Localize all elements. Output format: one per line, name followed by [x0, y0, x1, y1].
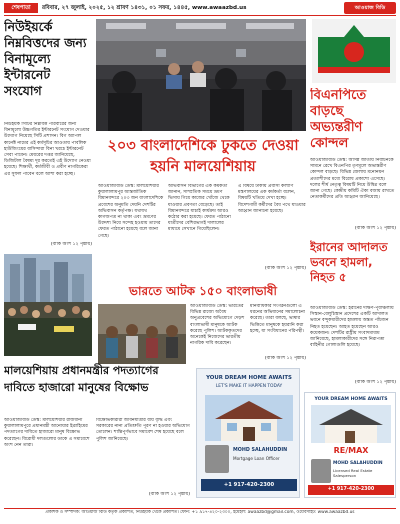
india-story-headline: ভারতে আটক ১৫০ বাংলাভাষী [129, 284, 277, 298]
footer-imprint: প্রকাশক ও সম্পাদক: আওয়াজ বিডি কর্তৃক প্রকাশিত, নিউইয়র্ক থেকে প্রকাশিত। ফোন: +১ ৯১৭-৪২০-২৩০০, ইমেইল: awaazbd@gmail.com, ওয়েবসাইট: www.awaazbd.us [45, 510, 355, 515]
mortgage-ad[interactable] [196, 368, 300, 498]
bnp-story-body: আওয়াজবিডি ডেস্ক: আসন্ন জাতীয় নির্বাচনকে সামনে রেখে বিএনপির তৃণমূলে অভ্যন্তরীণ কোন্দল বাড়ছে। বিভিন্ন জেলায় মনোনয়ন প্রত্যাশীদের মধ্যে বিরোধ প্রকাশ্যে এসেছে। দলের শীর্ষ নেতৃত্ব বিষয়টি নিয়ে উদ্বিগ্ন বলে জানা গেছে। কেন্দ্রীয় কমিটি ঐক্য বজায় রাখতে নেতাকর্মীদের প্রতি আহ্বান জানিয়েছে। [310, 158, 395, 201]
mortgage-agent-name: MOHD SALAHUDDIN [233, 448, 288, 453]
brand-logo: আওয়াজ বিডি [344, 2, 396, 14]
footer-rule [4, 508, 396, 509]
airport-photo-illustration [96, 19, 306, 131]
airport-immigration-photo [96, 19, 306, 131]
dateline: রবিবার, ২৭ জুলাই, ২০২৫, ১২ শ্রাবণ ১৪৩১, ০১ সফর, ১৪৪৫, www.awaazbd.us [42, 5, 247, 11]
section-tag: শেষপাতা [4, 3, 38, 13]
bnp-story-headline: বিএনপিতে বাড়ছে অভ্যন্তরীণ কোন্দল [310, 88, 367, 151]
remax-ad-title: YOUR DREAM HOME AWAITS [314, 397, 388, 402]
remax-ad[interactable] [304, 392, 396, 498]
lead-body-col-3: এ বিষয়ে ঢাকায় প্রবাসী কল্যাণ মন্ত্রণালয়ের এক কর্মকর্তা বলেন, বিষয়টি খতিয়ে দেখা হচ্ছে। বিদেশগামী কর্মীদের বৈধ পথে যাওয়ার আহ্বান জানানো হয়েছে। [238, 184, 306, 214]
iran-story-body: আওয়াজবিডি ডেস্ক: ইরানের দক্ষিণ-পূর্বাঞ্চলীয় সিস্তান-বেলুচিস্তান প্রদেশের একটি আদালত ভবনে বন্দুকধারীদের হামলায় অন্তত পাঁচজন নিহত হয়েছেন। আহত হয়েছেন আরও কয়েকজন। দেশটির রাষ্ট্রীয় সংবাদমাধ্যম জানিয়েছে, হামলাকারীদের সঙ্গে নিরাপত্তা বাহিনীর গোলাগুলি হয়েছে। [310, 306, 394, 349]
mortgage-agent-role: Mortgage Loan Officer [233, 456, 280, 461]
india-detainees-photo [98, 304, 186, 364]
ny-story-jump: (বাকি অংশ ১২ পৃষ্ঠায়) [50, 242, 92, 247]
india-story-body-2: মানবাধিকার সংগঠনগুলো এ ধরনের অভিযানের সমালোচনা করেছে। তারা বলছে, ভাষার ভিত্তিতে মানুষকে হয়রানি করা হচ্ছে, যা সংবিধানের পরিপন্থী। [250, 304, 306, 334]
lead-body-col-1: আওয়াজবিডি ডেস্ক: মালয়েশিয়ার কুয়ালালামপুর আন্তর্জাতিক বিমানবন্দরে ২০৩ জন বাংলাদেশিকে প্রবেশের অনুমতি দেয়নি দেশটির অভিবাসন কর্তৃপক্ষ। যথাযথ কাগজপত্র না থাকা এবং ভ্রমণের উদ্দেশ্য নিয়ে সন্দেহ হওয়ায় তাদের ফেরত পাঠানো হয়েছে বলে জানা গেছে। [98, 184, 164, 239]
malaysia-pm-headline: মালয়েশিয়ায় প্রধানমন্ত্রীর পদত্যাগের দাবিতে হাজারো মানুষের বিক্ষোভ [4, 364, 159, 394]
remax-phone[interactable]: +1 917-420-2300 [308, 485, 394, 495]
malaysia-pm-body-1: আওয়াজবিডি ডেস্ক: মালয়েশিয়ার রাজধানী কুয়ালালামপুরে প্রধানমন্ত্রী আনোয়ার ইব্রাহিমের পদত্যাগের দাবিতে হাজারো মানুষ বিক্ষোভ করেছেন। বিরোধী দলগুলোর ডাকে এ সমাবেশে অংশ নেন তারা। [4, 418, 90, 448]
masthead [0, 0, 400, 16]
mortgage-ad-subtitle: LET'S MAKE IT HAPPEN TODAY [215, 384, 283, 389]
mortgage-agent-photo [205, 445, 229, 473]
mortgage-phone[interactable]: +1 917-420-2300 [201, 479, 297, 491]
lead-body-col-2: অভিবাসন বিভাগের এক কর্মকর্তা জানান, সাম্প্রতিক সময়ে ভ্রমণ ভিসায় গিয়ে কাজের খোঁজে থেকে যাওয়ার প্রবণতা বেড়েছে। তাই বিমানবন্দরে যাচাই কার্যক্রম আরও কঠোর করা হয়েছে। ফেরত পাঠানো যাত্রীদের বেশিরভাগই দালালের মাধ্যমে সেখানে গিয়েছিলেন। [168, 184, 231, 233]
ny-story-headline: নিউইয়র্কে নিম্নবিত্তদের জন্য বিনামূল্যে ইন্টারনেট সংযোগ [4, 19, 87, 98]
mortgage-ad-title: YOUR DREAM HOME AWAITS [206, 375, 292, 381]
masthead-rule [4, 15, 396, 16]
india-story-jump: (বাকি অংশ ১২ পৃষ্ঠায়) [264, 356, 306, 361]
iran-story-headline: ইরানের আদালত ভবনে হামলা, নিহত ৫ [310, 240, 388, 284]
remax-house-illustration [311, 405, 391, 443]
remax-brand: RE/MAX [333, 446, 369, 455]
lead-story-jump: (বাকি অংশ ১২ পৃষ্ঠায়) [264, 266, 306, 271]
lead-headline: ২০৩ বাংলাদেশিকে ঢুকতে দেওয়া হয়নি মালয়েশিয়ায় [107, 138, 299, 175]
remax-agent-name: MOHD SALAHUDDIN [333, 461, 383, 466]
iran-story-jump: (বাকি অংশ ১২ পৃষ্ঠায়) [354, 380, 396, 385]
remax-agent-photo [311, 459, 331, 483]
malaysia-pm-body-2: বিক্ষোভকারীরা জীবনযাত্রার ব্যয় বৃদ্ধি এবং সরকারের নানা প্রতিশ্রুতি পূরণ না হওয়ার অভিযোগ তোলেন। শান্তিপূর্ণভাবে সমাবেশ শেষ হয়েছে বলে পুলিশ জানিয়েছে। [96, 418, 190, 442]
bnp-party-logo [312, 19, 396, 83]
ny-story-body: নিউইয়র্ক সিটির নিম্নবিত্ত পরিবারের জন্য বিনামূল্যে উচ্চগতির ইন্টারনেট সংযোগ দেওয়ার উদ্যোগ নিয়েছে সিটি প্রশাসন। বিগ অ্যাপল কানেক্ট নামের এই কর্মসূচির আওতায় পাবলিক হাউজিংয়ের বাসিন্দারা বিনা খরচে ইন্টারনেট সেবা পাবেন। মেয়রের দপ্তর জানিয়েছে, ডিজিটাল বৈষম্য দূর করতেই এই উদ্যোগ নেওয়া হয়েছে। শিক্ষার্থী, কর্মজীবী ও প্রবীণ নাগরিকেরা এর সুফল পাবেন বলে আশা করা হচ্ছে। [4, 122, 91, 177]
malaysia-pm-jump: (বাকি অংশ ১২ পৃষ্ঠায়) [148, 492, 190, 497]
india-story-body-1: আওয়াজবিডি ডেস্ক: ভারতের বিভিন্ন রাজ্যে অবৈধ অনুপ্রবেশের অভিযোগে দেড়শ বাংলাভাষী মানুষকে আটক করেছে পুলিশ। আটককৃতদের অনেকেই নিজেদের ভারতীয় নাগরিক দাবি করেছেন। [190, 304, 245, 347]
malaysia-protest-photo [4, 254, 92, 356]
remax-agent-role: Licensed Real Estate Salesperson [333, 468, 373, 478]
bnp-story-jump: (বাকি অংশ ১২ পৃষ্ঠায়) [354, 226, 396, 231]
house-illustration [205, 395, 293, 441]
